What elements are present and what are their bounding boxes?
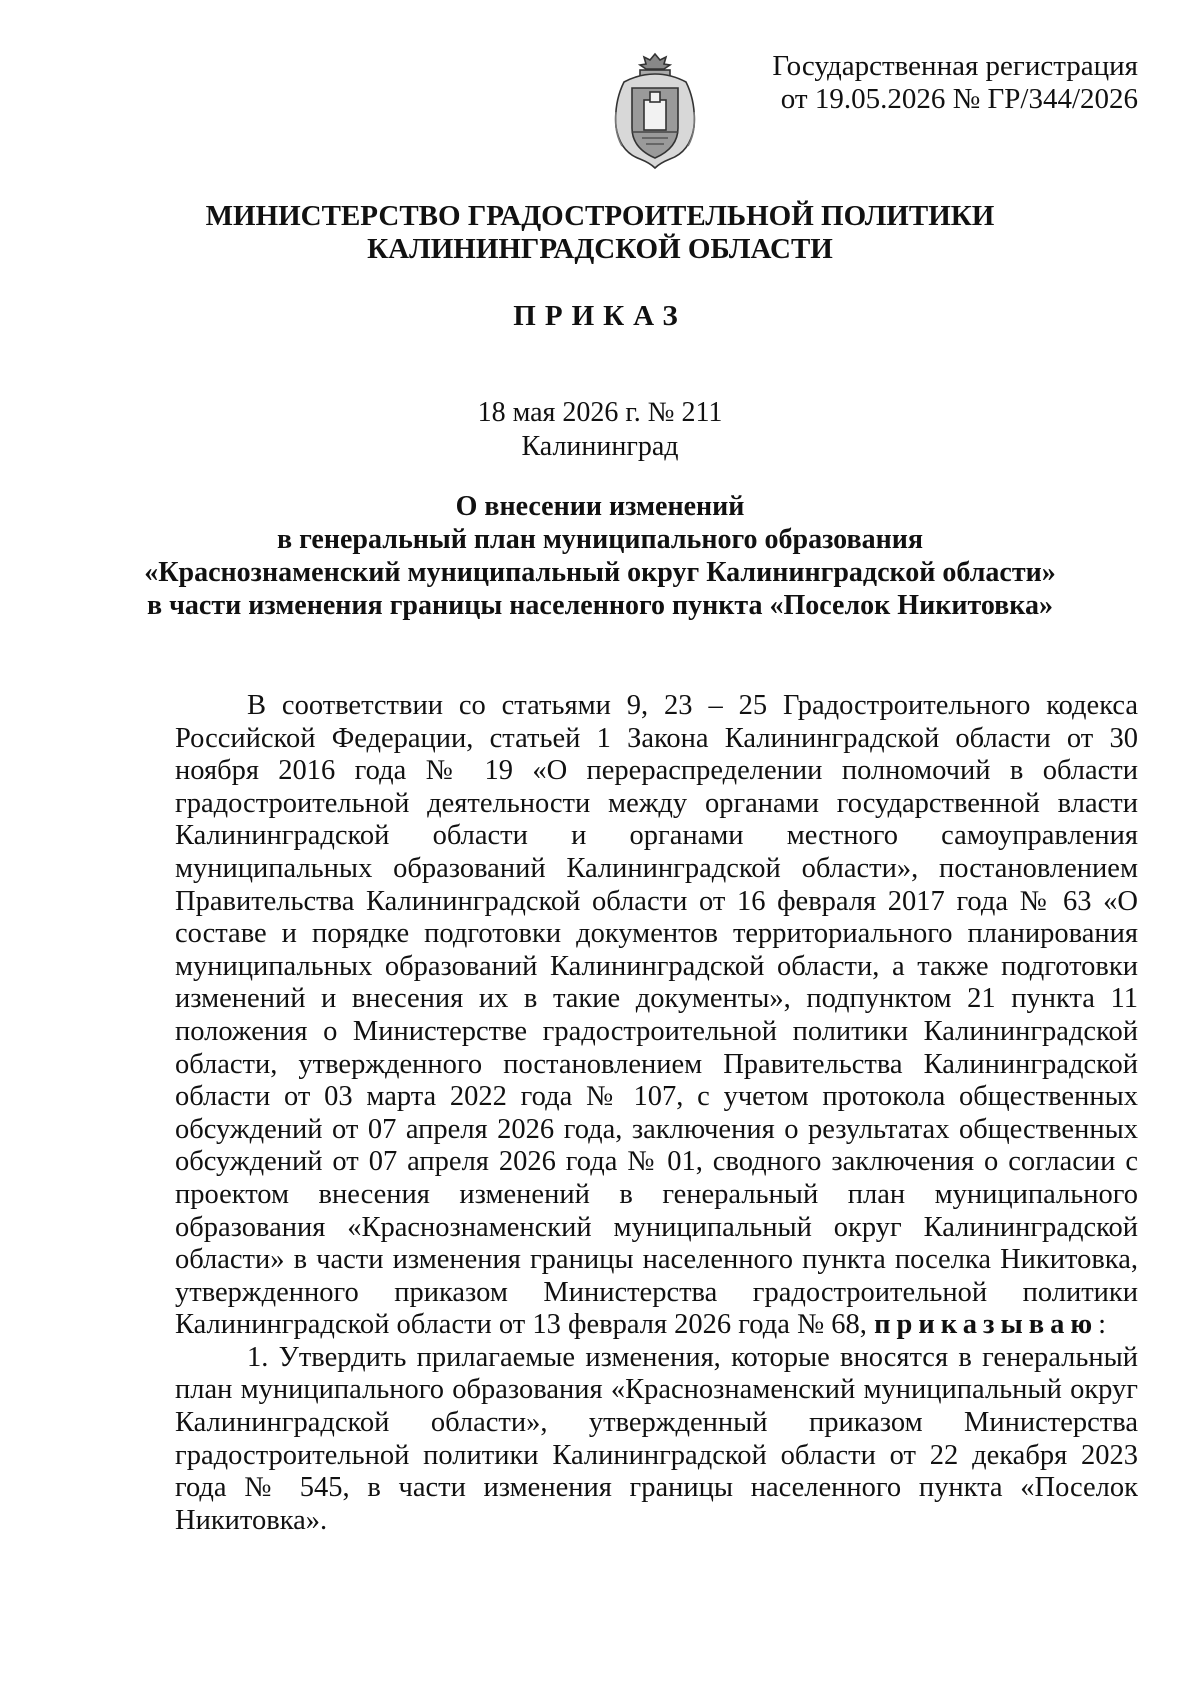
- decree-word: приказываю: [874, 1309, 1099, 1341]
- coat-of-arms-emblem: [612, 52, 698, 170]
- decree-colon: :: [1098, 1309, 1107, 1341]
- preamble-paragraph: [175, 690, 1138, 1342]
- subject-line-3: «Краснознаменский муниципальный округ Калининградской области»: [144, 557, 1056, 588]
- registration-line-2: от 19.05.2026 № ГР/344/2026: [780, 83, 1138, 115]
- order-city: Калининград: [521, 431, 679, 462]
- ministry-title-line-1: МИНИСТЕРСТВО ГРАДОСТРОИТЕЛЬНОЙ ПОЛИТИКИ: [205, 200, 995, 232]
- order-details: [0, 396, 1200, 464]
- registration-stamp: [772, 50, 1138, 116]
- document-type-heading: ПРИКАЗ: [513, 300, 687, 332]
- order-subject: [0, 490, 1200, 622]
- order-body: [175, 690, 1138, 1537]
- registration-line-1: Государственная регистрация: [772, 50, 1138, 82]
- ministry-title: [0, 200, 1200, 266]
- ministry-title-line-2: КАЛИНИНГРАДСКОЙ ОБЛАСТИ: [367, 233, 833, 265]
- subject-line-1: О внесении изменений: [455, 491, 745, 522]
- preamble-text: В соответствии со статьями 9, 23 – 25 Градостроительного кодекса Российской Федерации, статьей 1 Закона Калининградской области от 30 ноября 2016 года № 19 «О перераспределении полномочий в области градостроительной деятельности между органами государственной власти Калининградской области и органами местного самоуправления муниципальных образований Калининградской области», постановлением Правительства Калининградской области от 16 февраля 2017 года № 63 «О составе и порядке подготовки документов территориального планирования муниципальных образований Калининградской области, а также подготовки изменений и внесения их в такие документы», подпунктом 21 пункта 11 положения о Министерстве градостроительной политики Калининградской области, утвержденного постановлением Правительства Калининградской области от 03 марта 2022 года № 107, с учетом протокола общественных обсуждений от 07 апреля 2026 года, заключения о результатах общественных обсуждений от 07 апреля 2026 года № 01, сводного заключения о согласии с проектом внесения изменений в генеральный план муниципального образования «Краснознаменский муниципальный округ Калининградской области» в части изменения границы населенного пункта поселка Никитовка, утвержденного приказом Министерства градостроительной политики Калининградской области от 13 февраля 2026 года № 68,: [175, 690, 1138, 1341]
- subject-line-2: в генеральный план муниципального образования: [276, 524, 924, 555]
- order-date-number: 18 мая 2026 г. № 211: [477, 397, 723, 428]
- item-1-paragraph: 1. Утвердить прилагаемые изменения, которые вносятся в генеральный план муниципального образования «Краснознаменский муниципальный округ Калининградской области», утвержденный приказом Министерства градостроительной политики Калининградской области от 22 декабря 2023 года № 545, в части изменения границы населенного пункта «Поселок Никитовка».: [175, 1341, 1138, 1536]
- subject-line-4: в части изменения границы населенного пункта «Поселок Никитовка»: [147, 590, 1053, 621]
